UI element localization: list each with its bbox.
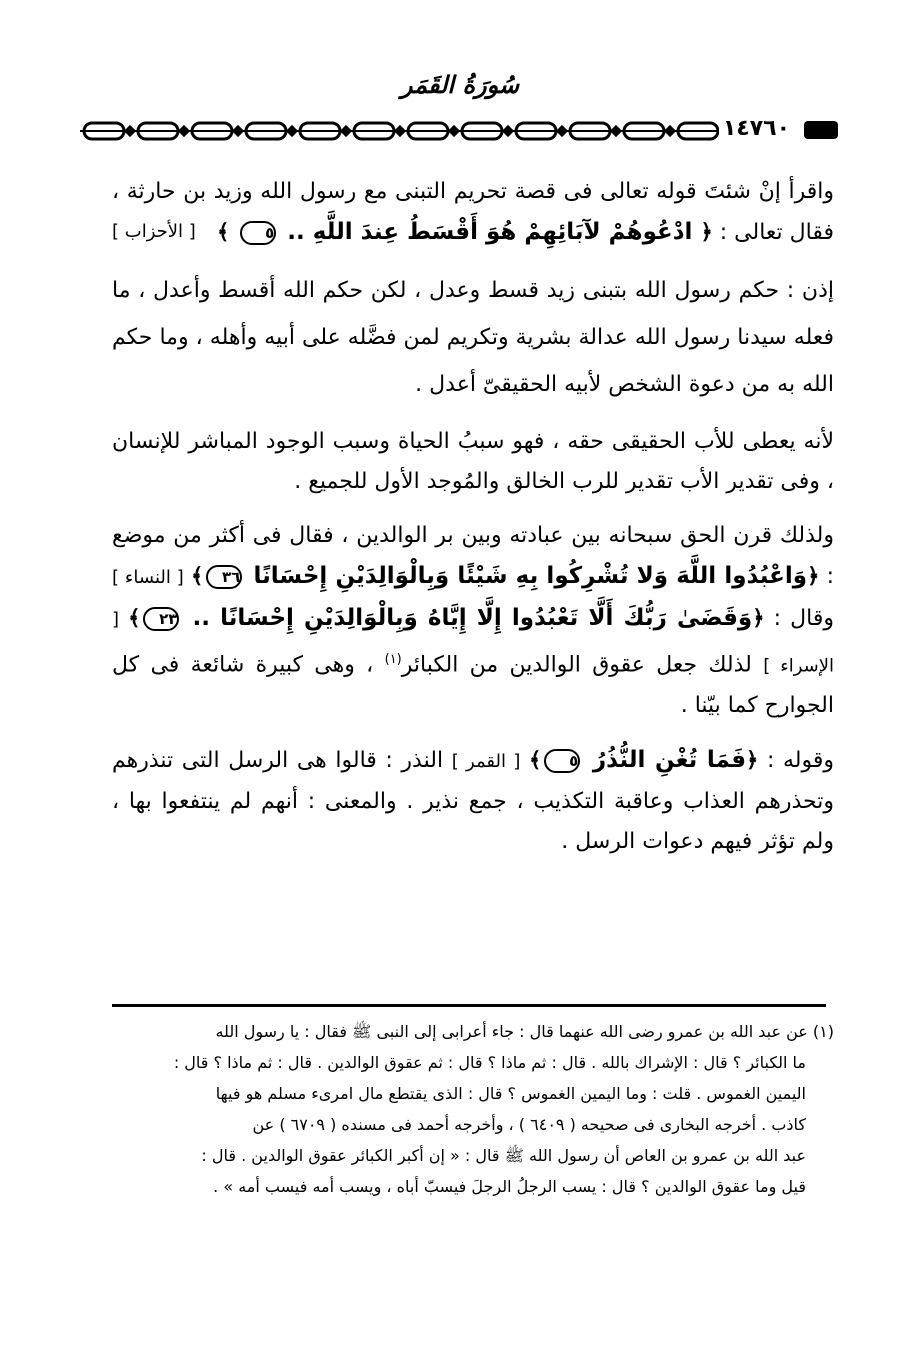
paragraph-4-tail: لذلك جعل عقوق الوالدين من الكبائر <box>401 652 752 678</box>
paragraph-1 <box>112 172 834 253</box>
paragraph-4-intro: ولذلك قرن الحق سبحانه بين عبادته وبين بر الوالدين ، فقال فى أكثر من موضع : <box>112 523 834 589</box>
footnote-marker[interactable]: (١) <box>384 652 402 667</box>
paragraph-4-mid: وقال : <box>773 606 834 631</box>
verse-number-badge: ٥ <box>544 749 580 773</box>
paragraph-3: لأنه يعطى للأب الحقيقى حقه ، فهو سببُ الحياة وسبب الوجود المباشر للإنسان ، وفى تقدير الأب تقدير للرب الخالق والمُوجد الأول للجميع . <box>112 429 834 494</box>
main-text <box>112 172 834 876</box>
footnote-line: قيل وما عقوق الوالدين ؟ قال : يسب الرجلُ الرجلَ فيسبّ أباه ، ويسب أمه فيسب أمه » . <box>213 1177 806 1196</box>
surah-reference: [ النساء ] <box>112 567 184 588</box>
surah-reference: [ القمر ] <box>451 751 521 773</box>
page-number: ١٤٧٦٠ <box>719 116 794 141</box>
ornamental-border <box>80 116 840 146</box>
footnote-line: عبد الله بن عمرو بن العاص أن رسول الله ﷺ قال : « إن أكبر الكبائر عقوق الوالدين . قال : <box>201 1146 806 1165</box>
footnote-line: (١) عن عبد الله بن عمرو رضى الله عنهما قال : جاء أعرابى إلى النبى ﷺ فقال : يا رسول الله <box>215 1022 834 1041</box>
page-number-endcap-icon <box>804 121 838 139</box>
quran-verse-ahzab: ﴿ ادْعُوهُمْ لآبَائِهِمْ هُوَ أَقْسَطُ عِندَ اللَّهِ .. ٥ ﴾ <box>216 219 713 245</box>
quran-verse-nisa: ﴿وَاعْبُدُوا اللَّهَ وَلا تُشْرِكُوا بِهِ شَيْئًا وَبِالْوَالِدَيْنِ إِحْسَانًا ٣٦﴾ <box>190 563 820 589</box>
footnotes <box>112 1016 834 1202</box>
surah-reference: [ الأحزاب ] <box>112 221 196 242</box>
surah-reference: [ الإسراء ] <box>112 609 834 677</box>
footnote-divider <box>112 1004 826 1007</box>
footnote-line: كاذب . أخرجه البخارى فى صحيحه ( ٦٤٠٩ ) ، وأخرجه أحمد فى مسنده ( ٦٧٠٩ ) عن <box>252 1115 806 1134</box>
quran-verse-isra: ﴿وَقَضَىٰ رَبُّكَ أَلَّا تَعْبُدُوا إِلَّا إِيَّاهُ وَبِالْوَالِدَيْنِ إِحْسَانًا .. ٢٣﴾ <box>128 605 765 631</box>
footnote-line: ما الكبائر ؟ قال : الإشراك بالله . قال : ثم ماذا ؟ قال : ثم عقوق الوالدين . قال : ثم ماذا ؟ قال : <box>173 1053 806 1072</box>
paragraph-5 <box>112 740 834 862</box>
paragraph-1-intro: واقرأ إنْ شئتَ قوله تعالى فى قصة تحريم التبنى مع رسول الله وزيد بن حارثة ، فقال تعالى : <box>112 179 834 245</box>
verse-number-badge: ٥ <box>240 221 276 245</box>
paragraph-2: إذن : حكم رسول الله بتبنى زيد قسط وعدل ، لكن حكم الله أقسط وأعدل ، ما فعله سيدنا رسول الله عدالة بشرية وتكريم لمن فضَّله على أبيه وأهله ، وما حكم الله به من دعوة الشخص لأبيه الحقيقىّ أعدل . <box>112 278 834 397</box>
paragraph-5-intro: وقوله : <box>766 748 835 774</box>
paragraph-4 <box>112 516 834 726</box>
paragraph-5-rest: النذر : قالوا هى الرسل التى تنذرهم وتحذرهم العذاب وعاقبة التكذيب ، جمع نذير . والمعنى : أنهم لم ينتفعوا بها ، ولم تؤثر فيهم دعوات الرسل . <box>112 748 834 855</box>
surah-title: سُورَةُ القَمَر <box>400 70 520 99</box>
footnote-line: اليمين الغموس . قلت : وما اليمين الغموس ؟ قال : الذى يقتطع مال امرىء مسلم هو فيها <box>215 1084 806 1103</box>
quran-verse-qamar: ﴿فَمَا تُغْنِ النُّذُرُ ٥﴾ <box>528 747 759 774</box>
verse-number-badge: ٢٣ <box>143 607 179 631</box>
verse-number-badge: ٣٦ <box>206 565 242 589</box>
paragraph-4-end: ، وهى كبيرة شائعة فى كل الجوارح كما بيّنا . <box>112 652 834 719</box>
page-header <box>80 70 840 150</box>
